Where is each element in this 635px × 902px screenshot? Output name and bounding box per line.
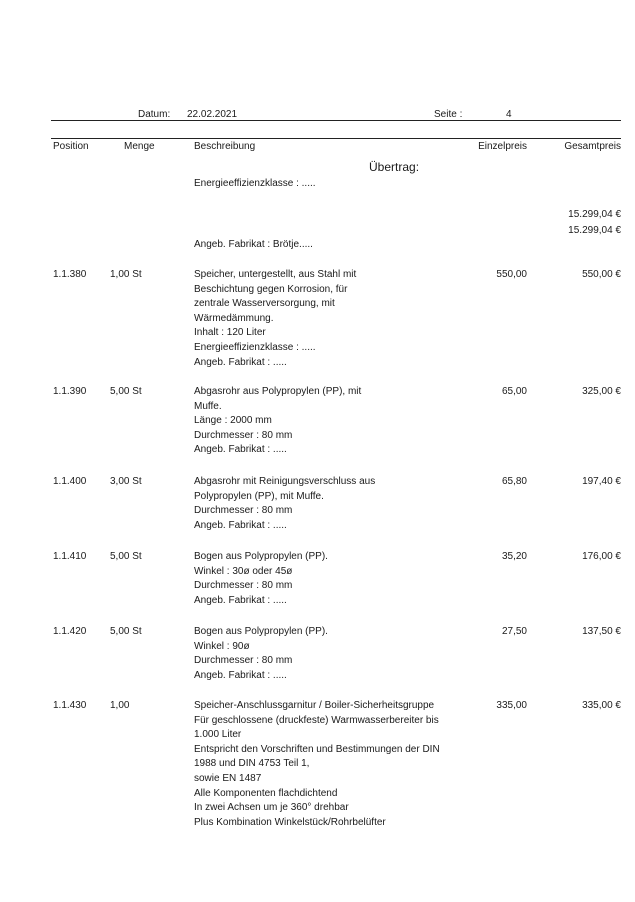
item-quantity: 5,00 St bbox=[110, 626, 142, 637]
item-description bbox=[194, 550, 328, 608]
item-position: 1.1.400 bbox=[53, 476, 87, 487]
carryover-total: 15.299,04 € bbox=[568, 209, 621, 220]
item-description-line: Angeb. Fabrikat : ..... bbox=[194, 519, 287, 531]
item-description-line: Winkel : 30ø oder 45ø bbox=[194, 565, 293, 577]
item-description-line: sowie EN 1487 bbox=[194, 772, 262, 784]
carryover-line: Energieeffizienzklasse : ..... bbox=[194, 178, 316, 189]
column-header-beschreibung: Beschreibung bbox=[194, 141, 256, 152]
column-header-gesamtpreis: Gesamtpreis bbox=[564, 141, 621, 152]
column-header-einzelpreis: Einzelpreis bbox=[478, 141, 527, 152]
item-description bbox=[194, 268, 356, 370]
item-description-line: Angeb. Fabrikat : ..... bbox=[194, 444, 287, 456]
item-description-line: Energieeffizienzklasse : ..... bbox=[194, 341, 316, 353]
item-quantity: 1,00 St bbox=[110, 269, 142, 280]
item-unit-price: 65,00 bbox=[501, 386, 527, 397]
item-description-line: Durchmesser : 80 mm bbox=[194, 429, 293, 441]
item-description-line: 1988 und DIN 4753 Teil 1, bbox=[194, 758, 310, 770]
item-description-line: Für geschlossene (druckfeste) Warmwasserbereiter bis bbox=[194, 714, 439, 726]
item-description-line: Muffe. bbox=[194, 400, 222, 412]
item-description-line: Durchmesser : 80 mm bbox=[194, 655, 293, 667]
item-position: 1.1.410 bbox=[53, 551, 87, 562]
item-description-line: Angeb. Fabrikat : ..... bbox=[194, 594, 287, 606]
item-description-line: Plus Kombination Winkelstück/Rohrbelüfter bbox=[194, 816, 386, 828]
column-header-position: Position bbox=[53, 141, 89, 152]
item-description-line: Entspricht den Vorschriften und Bestimmungen der DIN bbox=[194, 743, 440, 755]
column-header-divider bbox=[51, 138, 621, 139]
item-description-line: Speicher-Anschlussgarnitur / Boiler-Sicherheitsgruppe bbox=[194, 700, 435, 711]
item-total-price: 335,00 € bbox=[582, 700, 621, 711]
item-description-line: In zwei Achsen um je 360° drehbar bbox=[194, 802, 349, 814]
item-description-line: Durchmesser : 80 mm bbox=[194, 580, 293, 592]
seite-label: Seite : bbox=[434, 109, 463, 120]
item-description-line: Angeb. Fabrikat : ..... bbox=[194, 356, 287, 368]
carryover-label: Übertrag: bbox=[369, 160, 420, 174]
item-description-line: Alle Komponenten flachdichtend bbox=[194, 787, 338, 799]
item-quantity: 1,00 bbox=[110, 700, 130, 711]
item-description-line: Beschichtung gegen Korrosion, für bbox=[194, 283, 348, 295]
item-position: 1.1.430 bbox=[53, 700, 87, 711]
item-total-price: 137,50 € bbox=[582, 626, 621, 637]
item-description-line: Abgasrohr aus Polypropylen (PP), mit bbox=[194, 386, 362, 397]
item-description bbox=[194, 699, 440, 830]
item-description-line: Angeb. Fabrikat : ..... bbox=[194, 669, 287, 681]
datum-value: 22.02.2021 bbox=[187, 109, 238, 120]
item-total-price: 325,00 € bbox=[582, 386, 621, 397]
column-header-menge: Menge bbox=[124, 141, 155, 152]
item-description-line: Länge : 2000 mm bbox=[194, 415, 272, 427]
item-total-price: 550,00 € bbox=[582, 269, 621, 280]
item-total-price: 197,40 € bbox=[582, 476, 621, 487]
item-description-line: Polypropylen (PP), mit Muffe. bbox=[194, 490, 324, 502]
item-position: 1.1.380 bbox=[53, 269, 87, 280]
item-unit-price: 335,00 bbox=[496, 700, 527, 711]
item-unit-price: 27,50 bbox=[501, 626, 527, 637]
item-description-line: Bogen aus Polypropylen (PP). bbox=[194, 626, 328, 637]
item-total-price: 176,00 € bbox=[582, 551, 621, 562]
item-description bbox=[194, 385, 361, 458]
item-quantity: 5,00 St bbox=[110, 551, 142, 562]
datum-label: Datum: bbox=[138, 109, 171, 120]
item-position: 1.1.390 bbox=[53, 386, 87, 397]
carryover-total: 15.299,04 € bbox=[568, 225, 621, 236]
header-divider bbox=[51, 120, 621, 121]
item-description-line: 1.000 Liter bbox=[194, 729, 242, 741]
item-unit-price: 65,80 bbox=[501, 476, 527, 487]
item-quantity: 3,00 St bbox=[110, 476, 142, 487]
item-description bbox=[194, 475, 375, 533]
item-description-line: zentrale Wasserversorgung, mit bbox=[194, 298, 335, 310]
item-unit-price: 550,00 bbox=[496, 269, 527, 280]
item-description-line: Wärmedämmung. bbox=[194, 312, 274, 324]
item-description bbox=[194, 625, 328, 683]
carryover-line: Angeb. Fabrikat : Brötje..... bbox=[194, 239, 313, 250]
item-description-line: Abgasrohr mit Reinigungsverschluss aus bbox=[194, 476, 376, 487]
item-description-line: Speicher, untergestellt, aus Stahl mit bbox=[194, 269, 357, 280]
item-description-line: Bogen aus Polypropylen (PP). bbox=[194, 551, 328, 562]
item-position: 1.1.420 bbox=[53, 626, 87, 637]
item-description-line: Durchmesser : 80 mm bbox=[194, 505, 293, 517]
item-quantity: 5,00 St bbox=[110, 386, 142, 397]
item-unit-price: 35,20 bbox=[501, 551, 527, 562]
seite-value: 4 bbox=[506, 109, 512, 120]
item-description-line: Winkel : 90ø bbox=[194, 640, 250, 652]
item-description-line: Inhalt : 120 Liter bbox=[194, 327, 266, 339]
